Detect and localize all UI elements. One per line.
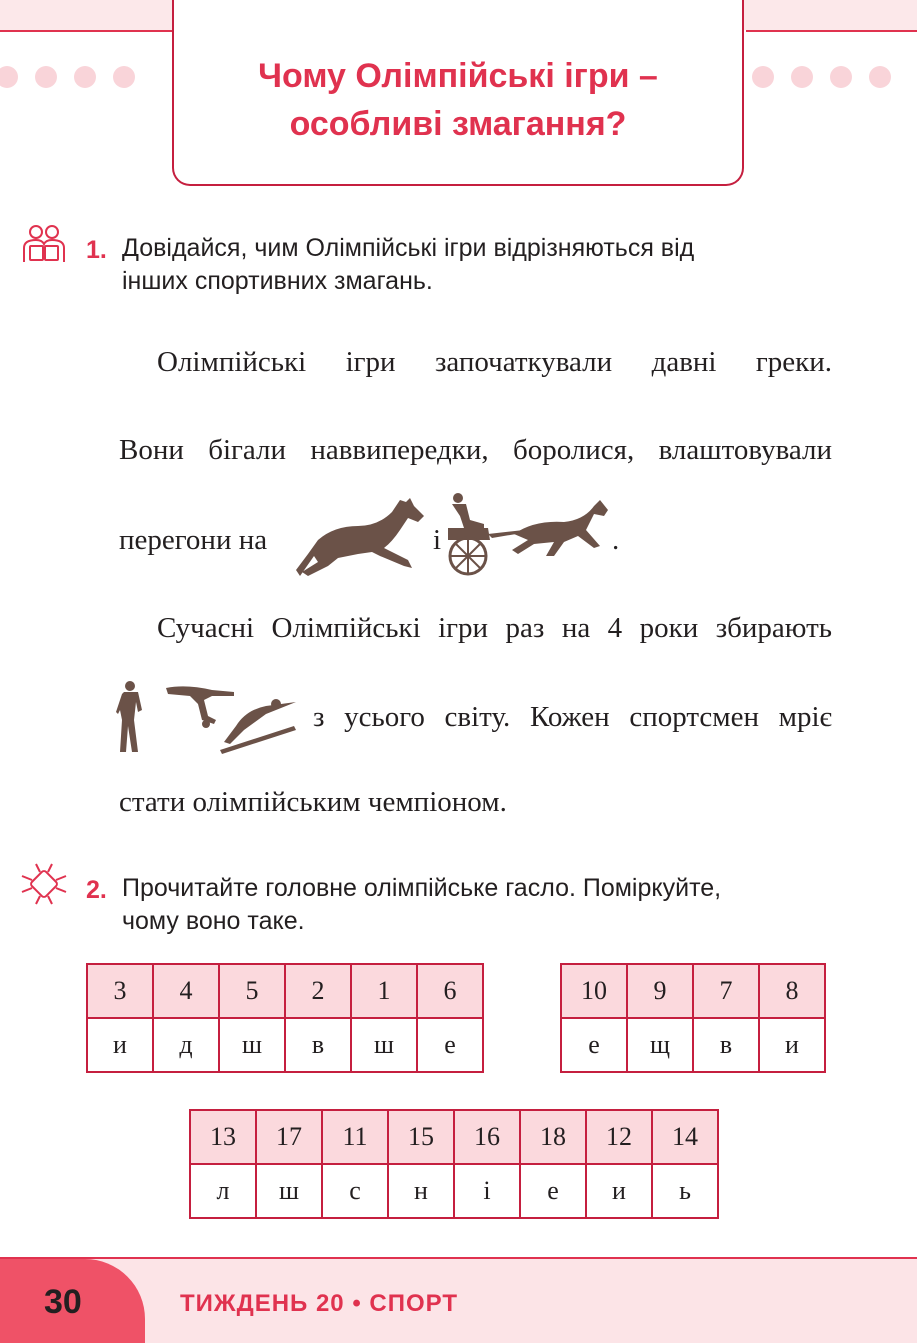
table-cell: д [153, 1018, 219, 1072]
horse-icon [288, 496, 428, 580]
table-cell: и [87, 1018, 153, 1072]
table-cell: 5 [219, 964, 285, 1018]
table-cell: и [586, 1164, 652, 1218]
table-cell: е [561, 1018, 627, 1072]
table-cell: 17 [256, 1110, 322, 1164]
table-cell: л [190, 1164, 256, 1218]
text-line-5: з усього світу. Кожен спортсмен мріє [313, 701, 832, 733]
title-box [172, 0, 744, 186]
table-cell: 3 [87, 964, 153, 1018]
table-cell: в [285, 1018, 351, 1072]
table-cell: 7 [693, 964, 759, 1018]
table-cell: 12 [586, 1110, 652, 1164]
table-cell: 1 [351, 964, 417, 1018]
table-cell: н [388, 1164, 454, 1218]
text-line-6: стати олімпійським чемпіоном. [119, 786, 507, 818]
task-2-number: 2. [86, 876, 107, 904]
table-cell: щ [627, 1018, 693, 1072]
dots-left [0, 66, 135, 90]
text-line-1: Олімпійські ігри започаткували давні греки. [157, 346, 832, 378]
cipher-table-3 [189, 1109, 719, 1219]
teamwork-hands-icon [20, 862, 68, 906]
cipher-table-1 [86, 963, 484, 1073]
task-2-instruction: Прочитайте головне олімпійське гасло. Поміркуйте, чому воно таке. [122, 874, 722, 935]
dots-right [752, 66, 891, 90]
table-cell: 9 [627, 964, 693, 1018]
table-cell: 15 [388, 1110, 454, 1164]
table-cell: в [693, 1018, 759, 1072]
table-cell: 13 [190, 1110, 256, 1164]
table-cell: і [454, 1164, 520, 1218]
reading-people-icon [20, 222, 68, 266]
table-cell: 11 [322, 1110, 388, 1164]
table-cell: с [322, 1164, 388, 1218]
page-number: 30 [44, 1283, 82, 1321]
table-cell: е [520, 1164, 586, 1218]
table-cell: 18 [520, 1110, 586, 1164]
cipher-table-2 [560, 963, 826, 1073]
footer-section-label: ТИЖДЕНЬ 20 • СПОРТ [180, 1290, 458, 1317]
text-line-3-prefix: перегони на [119, 524, 268, 556]
table-cell: 6 [417, 964, 483, 1018]
text-line-3-end: . [612, 524, 620, 556]
text-line-3-conj: і [433, 524, 442, 556]
table-cell: е [417, 1018, 483, 1072]
table-cell: 2 [285, 964, 351, 1018]
table-cell: 4 [153, 964, 219, 1018]
footer-rule [0, 1257, 917, 1259]
table-cell: ш [219, 1018, 285, 1072]
page-title: Чому Олімпійські ігри – особливі змагання? [258, 57, 658, 143]
table-cell: ь [652, 1164, 718, 1218]
text-line-4: Сучасні Олімпійські ігри раз на 4 роки збирають [157, 612, 832, 644]
athletes-icon [116, 680, 306, 756]
task-1-number: 1. [86, 236, 107, 264]
task-1-instruction: Довідайся, чим Олімпійські ігри відрізняються від інших спортивних змагань. [122, 234, 695, 295]
table-cell: ш [351, 1018, 417, 1072]
text-line-2: Вони бігали наввипередки, боролися, влаштовували [119, 434, 832, 466]
table-cell: 14 [652, 1110, 718, 1164]
table-cell: ш [256, 1164, 322, 1218]
top-rule-left [0, 30, 173, 32]
table-cell: 10 [561, 964, 627, 1018]
table-cell: 16 [454, 1110, 520, 1164]
chariot-icon [444, 490, 614, 580]
top-rule-right [746, 30, 917, 32]
table-cell: 8 [759, 964, 825, 1018]
table-cell: и [759, 1018, 825, 1072]
